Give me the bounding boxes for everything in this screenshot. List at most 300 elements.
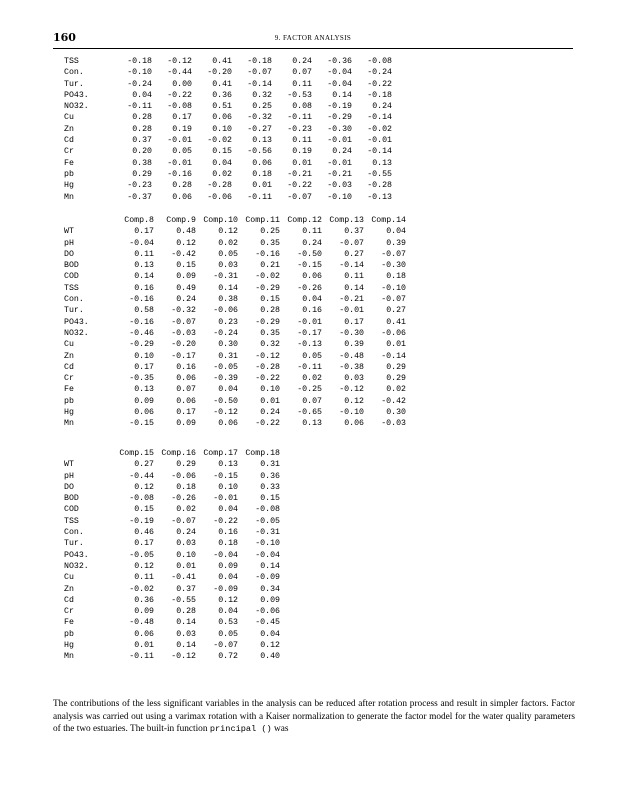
loading-value: 0.11 [344,272,364,282]
loading-value: -0.10 [339,408,364,418]
loading-value: 0.15 [260,494,280,504]
loading-value: 0.13 [218,460,238,470]
table-row [64,362,406,373]
loading-value: 0.17 [344,317,364,327]
loading-value: -0.05 [255,516,280,526]
row-label: pH [64,238,74,248]
loading-value: -0.21 [327,169,352,179]
loading-value: 0.16 [176,362,196,372]
loading-value: 0.11 [134,573,154,583]
table-row [64,516,280,527]
loading-value: -0.06 [171,471,196,481]
table-row [64,67,392,78]
loading-value: -0.05 [213,362,238,372]
loading-value: -0.12 [167,57,192,66]
loading-value: -0.11 [129,652,154,662]
loading-value: 0.04 [218,385,238,395]
loading-value: 0.17 [134,362,154,372]
loading-value: 0.02 [176,505,196,515]
loading-value: 0.03 [218,261,238,271]
paragraph-text: The contributions of the less significant variables in the analysis can be reduced after rotation process and result in simpler factors. Factor analysis was carried out using a varimax rotation with a Kaiser normalization to generate the factor model for the water quality parameters of the two estuaries. The built-in function [53,699,575,735]
loading-value: 0.38 [132,158,152,168]
loading-value: -0.04 [255,550,280,560]
loading-value: -0.20 [171,340,196,350]
header-spacer [64,215,112,226]
loading-value: 0.58 [134,306,154,316]
loading-value: 0.07 [292,68,312,78]
table-row [64,79,392,90]
row-label: Con. [64,68,84,78]
loading-value: -0.28 [207,181,232,191]
table-row [64,407,406,418]
loading-value: -0.07 [247,68,272,78]
loading-value: 0.13 [134,385,154,395]
loading-value: -0.26 [171,494,196,504]
table-row [64,146,392,157]
loading-value: -0.48 [129,618,154,628]
loading-value: -0.02 [207,136,232,146]
table-row [64,572,280,583]
column-header: Comp.16 [161,449,196,458]
loading-value: 0.10 [212,124,232,134]
loading-value: 0.10 [260,385,280,395]
loading-value: 0.04 [218,607,238,617]
loading-value: -0.19 [327,102,352,112]
table-row [64,617,280,628]
loading-value: -0.18 [247,57,272,66]
loading-value: -0.04 [129,238,154,248]
row-label: TSS [64,283,79,293]
table-row [64,305,406,316]
table-row [64,550,280,561]
row-label: pb [64,396,74,406]
loading-value: -0.08 [255,505,280,515]
loading-value: 0.05 [302,351,322,361]
row-label: NO32. [64,102,89,112]
loading-value: -0.29 [327,113,352,123]
row-label: Cu [64,573,74,583]
loading-value: 0.27 [344,249,364,259]
row-label: Zn [64,584,74,594]
loading-value: 0.09 [134,607,154,617]
loading-value: -0.08 [129,494,154,504]
loading-value: 0.24 [292,57,312,66]
loading-value: 0.06 [252,158,272,168]
body-paragraph [53,698,575,735]
paragraph-tail: was [271,724,289,735]
loading-value: 0.11 [292,79,312,89]
table-row [64,538,280,549]
row-label: Tur. [64,539,84,549]
loading-value: -0.25 [297,385,322,395]
loading-value: 0.17 [134,227,154,237]
loading-value: 0.53 [218,618,238,628]
loading-value: 0.29 [386,362,406,372]
loading-value: -0.26 [297,283,322,293]
loading-value: -0.21 [287,169,312,179]
loading-value: -0.07 [381,249,406,259]
loading-value: -0.30 [327,124,352,134]
loading-value: 0.24 [176,528,196,538]
loading-value: 0.14 [260,561,280,571]
loading-value: -0.17 [297,328,322,338]
loading-value: 0.24 [372,102,392,112]
loading-value: 0.49 [176,283,196,293]
loading-value: -0.14 [247,79,272,89]
loading-value: -0.22 [367,79,392,89]
loading-value: -0.13 [367,192,392,202]
row-label: Cd [64,362,74,372]
table-row [64,317,406,328]
loading-value: -0.03 [327,181,352,191]
loading-value: 0.18 [252,169,272,179]
row-label: Hg [64,181,74,191]
loading-value: -0.01 [339,306,364,316]
table-row [64,351,406,362]
loading-value: 0.10 [176,550,196,560]
loading-value: -0.56 [247,147,272,157]
loading-value: 0.16 [302,306,322,316]
row-label: DO [64,482,74,492]
loading-value: 0.32 [252,90,272,100]
loading-value: 0.37 [132,136,152,146]
row-label: Cr [64,147,74,157]
table-row [64,101,392,112]
loading-value: -0.22 [167,90,192,100]
loading-value: 0.39 [344,340,364,350]
loading-value: 0.40 [260,652,280,662]
loading-value: 0.28 [176,607,196,617]
loading-value: 0.05 [218,629,238,639]
table-row [64,396,406,407]
loading-value: 0.17 [134,539,154,549]
loading-value: 0.15 [212,147,232,157]
loading-value: -0.28 [367,181,392,191]
loading-value: 0.15 [176,261,196,271]
loading-value: -0.42 [381,396,406,406]
table-row [64,328,406,339]
table-row [64,595,280,606]
row-label: Fe [64,618,74,628]
loading-value: 0.28 [132,124,152,134]
row-label: Mn [64,419,74,429]
loading-value: 0.09 [218,561,238,571]
loading-value: 0.03 [176,629,196,639]
row-label: Cr [64,374,74,384]
loadings-table-comp1-7 [64,56,392,203]
loading-value: 0.23 [218,317,238,327]
column-header: Comp.13 [329,216,364,225]
loading-value: 0.17 [172,113,192,123]
loading-value: -0.07 [339,238,364,248]
row-label: DO [64,249,74,259]
loading-value: 0.01 [134,641,154,651]
loading-value: 0.27 [134,460,154,470]
loading-value: 0.02 [218,238,238,248]
loading-value: 0.41 [212,57,232,66]
loading-value: 0.34 [260,584,280,594]
loading-value: 0.03 [176,539,196,549]
loading-value: 0.01 [176,561,196,571]
loading-value: 0.05 [172,147,192,157]
loading-value: -0.48 [339,351,364,361]
loading-value: 0.13 [252,136,272,146]
loading-value: -0.22 [255,374,280,384]
loading-value: 0.11 [292,136,312,146]
table-row [64,271,406,282]
loading-value: -0.29 [255,317,280,327]
loading-value: 0.06 [172,192,192,202]
loading-value: -0.12 [171,652,196,662]
loading-value: 0.38 [218,295,238,305]
loading-value: 0.04 [260,629,280,639]
loading-value: 0.17 [176,408,196,418]
loading-value: -0.55 [171,595,196,605]
table-row [64,640,280,651]
loading-value: -0.10 [381,283,406,293]
loading-value: -0.02 [255,272,280,282]
loading-value: 0.36 [134,595,154,605]
table-row [64,339,406,350]
table-row [64,90,392,101]
row-label: Cu [64,113,74,123]
loading-value: 0.07 [302,396,322,406]
inline-code: principal () [209,724,272,735]
loading-value: 0.15 [260,295,280,305]
table-row [64,283,406,294]
loading-value: 0.20 [132,147,152,157]
loading-value: -0.09 [213,584,238,594]
loading-value: -0.04 [327,68,352,78]
loading-value: 0.25 [260,227,280,237]
loading-value: 0.12 [134,482,154,492]
loading-value: 0.15 [134,505,154,515]
loading-value: 0.51 [212,102,232,112]
loading-value: -0.65 [297,408,322,418]
loading-value: -0.02 [129,584,154,594]
loading-value: -0.24 [213,328,238,338]
loading-value: -0.07 [287,192,312,202]
loading-value: 0.14 [332,90,352,100]
running-head: 9. FACTOR ANALYSIS [274,34,352,42]
loading-value: 0.01 [260,396,280,406]
loading-value: 0.02 [302,374,322,384]
row-label: Mn [64,192,74,202]
loading-value: -0.32 [171,306,196,316]
loading-value: -0.01 [327,136,352,146]
row-label: BOD [64,261,79,271]
row-label: Mn [64,652,74,662]
table-row [64,169,392,180]
loadings-table-comp15-18 [64,448,280,663]
column-header: Comp.8 [124,216,154,225]
row-label: Fe [64,385,74,395]
loading-value: 0.13 [302,419,322,429]
loading-value: 0.30 [218,340,238,350]
loading-value: 0.04 [132,90,152,100]
loading-value: 0.06 [134,408,154,418]
loading-value: -0.37 [127,192,152,202]
loading-value: 0.48 [176,227,196,237]
loading-value: -0.12 [213,408,238,418]
row-label: Con. [64,295,84,305]
table-row [64,226,406,237]
row-label: pb [64,629,74,639]
loading-value: -0.44 [167,68,192,78]
table-row [64,249,406,260]
loading-value: 0.04 [218,505,238,515]
page-number: 160 [53,31,76,44]
loading-value: 0.24 [260,408,280,418]
loading-value: -0.14 [381,351,406,361]
row-label: Zn [64,124,74,134]
loading-value: -0.15 [129,419,154,429]
loading-value: 0.01 [386,340,406,350]
table-row [64,158,392,169]
table-row [64,504,280,515]
loading-value: 0.35 [260,328,280,338]
loading-value: -0.22 [255,419,280,429]
loading-value: 0.08 [292,102,312,112]
row-label: COD [64,272,79,282]
loading-value: 0.30 [386,408,406,418]
loading-value: -0.28 [255,362,280,372]
loading-value: -0.16 [129,317,154,327]
loading-value: -0.02 [367,124,392,134]
loading-value: -0.06 [213,306,238,316]
loading-value: 0.13 [134,261,154,271]
loading-value: 0.09 [260,595,280,605]
loading-value: 0.35 [260,238,280,248]
table-row [64,459,280,470]
row-label: Cr [64,607,74,617]
loading-value: 0.04 [302,295,322,305]
loading-value: 0.29 [386,374,406,384]
loading-value: -0.07 [213,641,238,651]
table-row [64,527,280,538]
loading-value: -0.30 [339,328,364,338]
table-row [64,651,280,662]
loading-value: -0.46 [129,328,154,338]
loading-value: -0.03 [381,419,406,429]
loading-value: 0.25 [252,102,272,112]
loading-value: 0.36 [212,90,232,100]
loading-value: 0.06 [176,396,196,406]
row-label: WT [64,460,74,470]
column-header: Comp.12 [287,216,322,225]
loading-value: -0.21 [339,295,364,305]
loading-value: 0.11 [134,249,154,259]
table-row [64,373,406,384]
loading-value: -0.29 [129,340,154,350]
loading-value: -0.53 [287,90,312,100]
loading-value: 0.02 [386,385,406,395]
loading-value: -0.55 [367,169,392,179]
loading-value: -0.16 [255,249,280,259]
loading-value: -0.03 [171,328,196,338]
table-row [64,238,406,249]
loading-value: 0.13 [372,158,392,168]
loading-value: -0.23 [287,124,312,134]
loading-value: 0.06 [344,419,364,429]
loading-value: 0.12 [344,396,364,406]
row-label: Hg [64,408,74,418]
loading-value: 0.41 [212,79,232,89]
loading-value: -0.24 [367,68,392,78]
page-header [53,28,573,49]
loading-value: -0.41 [171,573,196,583]
row-label: Zn [64,351,74,361]
loading-value: 0.27 [386,306,406,316]
table-row [64,56,392,67]
loading-value: -0.14 [339,261,364,271]
loading-value: 0.12 [176,238,196,248]
loading-value: -0.45 [255,618,280,628]
table-row [64,260,406,271]
row-label: Hg [64,641,74,651]
loading-value: 0.09 [176,272,196,282]
loading-value: -0.32 [247,113,272,123]
loading-value: -0.11 [127,102,152,112]
table-row [64,629,280,640]
loading-value: 0.12 [260,641,280,651]
loading-value: -0.10 [255,539,280,549]
column-header: Comp.9 [166,216,196,225]
row-label: NO32. [64,328,89,338]
table-row [64,294,406,305]
loading-value: 0.06 [302,272,322,282]
loading-value: -0.01 [327,158,352,168]
table-row [64,112,392,123]
loading-value: -0.01 [297,317,322,327]
loading-value: 0.28 [260,306,280,316]
loading-value: 0.10 [218,482,238,492]
loading-value: -0.10 [327,192,352,202]
column-header: Comp.10 [203,216,238,225]
column-header-row [64,448,280,459]
column-header: Comp.17 [203,449,238,458]
loading-value: 0.07 [176,385,196,395]
loading-value: 0.39 [386,238,406,248]
loading-value: -0.44 [129,471,154,481]
row-label: PO43. [64,550,89,560]
row-label: Cd [64,136,74,146]
loading-value: 0.01 [252,181,272,191]
loading-value: -0.16 [129,295,154,305]
loading-value: 0.14 [176,618,196,628]
loading-value: 0.31 [218,351,238,361]
loading-value: -0.09 [255,573,280,583]
loading-value: -0.04 [327,79,352,89]
loading-value: -0.16 [167,169,192,179]
loading-value: 0.06 [176,374,196,384]
loading-value: 0.14 [218,283,238,293]
loading-value: -0.36 [327,57,352,66]
loading-value: -0.07 [171,516,196,526]
loading-value: -0.18 [367,90,392,100]
loading-value: 0.18 [218,539,238,549]
loading-value: -0.11 [297,362,322,372]
table-row [64,584,280,595]
loading-value: 0.11 [302,227,322,237]
loading-value: -0.50 [213,396,238,406]
loading-value: 0.12 [218,227,238,237]
loading-value: 0.12 [134,561,154,571]
loading-value: 0.12 [218,595,238,605]
loading-value: -0.38 [339,362,364,372]
loading-value: 0.28 [132,113,152,123]
loading-value: 0.36 [260,471,280,481]
